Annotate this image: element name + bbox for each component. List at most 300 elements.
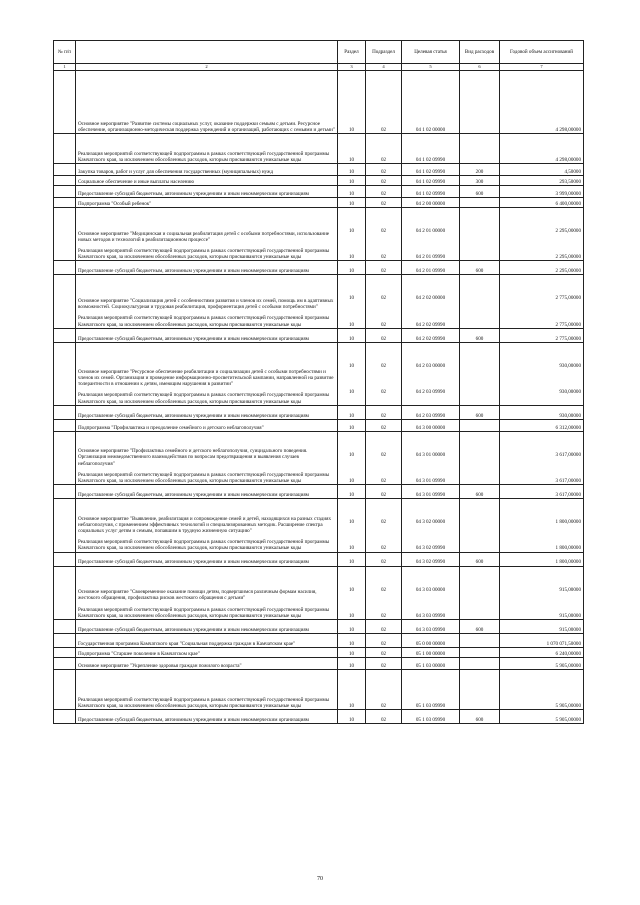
razdel-cell bbox=[338, 405, 366, 419]
row-name-cell bbox=[76, 405, 338, 419]
vid-cell bbox=[460, 648, 500, 658]
row-name-cell bbox=[76, 710, 338, 724]
row-name-cell bbox=[76, 342, 338, 405]
row-number-cell bbox=[54, 342, 76, 405]
podrazdel-value: 02 bbox=[380, 492, 387, 499]
header-podrazdel: Подраздел bbox=[366, 41, 402, 64]
podrazdel-value: 02 bbox=[380, 519, 387, 526]
row-name-cell bbox=[76, 164, 338, 176]
razdel-value: 10 bbox=[348, 519, 355, 526]
statya-value: 04 1 02 09990 bbox=[415, 190, 446, 197]
vid-cell bbox=[460, 658, 500, 670]
razdel-cell bbox=[338, 134, 366, 164]
table-row bbox=[54, 648, 584, 658]
amount-cell bbox=[500, 670, 584, 710]
row-number-cell bbox=[54, 198, 76, 208]
table-row bbox=[54, 164, 584, 176]
row-name-cell bbox=[76, 620, 338, 634]
statya-cell bbox=[402, 499, 460, 552]
razdel-cell bbox=[338, 658, 366, 670]
razdel-value: 10 bbox=[348, 626, 355, 633]
statya-cell bbox=[402, 198, 460, 208]
razdel-cell bbox=[338, 164, 366, 176]
vid-cell bbox=[460, 634, 500, 648]
statya-value: 04 3 01 00000 bbox=[415, 451, 446, 458]
row-name-text: Предоставление субсидий бюджетным, автономным учреждениям и иным некоммерческим организациям bbox=[78, 492, 309, 499]
podrazdel-cell bbox=[366, 431, 402, 484]
table-row bbox=[54, 566, 584, 619]
podrazdel-cell bbox=[366, 566, 402, 619]
podrazdel-value: 02 bbox=[380, 702, 387, 709]
podrazdel-value: 02 bbox=[380, 662, 387, 669]
table-row bbox=[54, 552, 584, 566]
razdel-cell bbox=[338, 419, 366, 431]
statya-cell bbox=[402, 134, 460, 164]
podrazdel-cell bbox=[366, 648, 402, 658]
row-name-text: Реализация мероприятий соответствующей подпрограммы в рамках соответствующей государственной программы Камчатского края, за исключением обособленных расходов, которым присваиваются уникальные коды bbox=[78, 606, 330, 619]
column-number: 2 bbox=[76, 64, 338, 71]
row-number-cell bbox=[54, 710, 76, 724]
row-name-text: Основное мероприятие "Профилактика семейного и детского неблагополучия, суицидального поведения. Организация межведомственного взаимодействия по вопросам предотвращения и выявления случаев неблагополучия" bbox=[78, 448, 308, 467]
page-number: 70 bbox=[317, 876, 323, 882]
header-razdel: Раздел bbox=[338, 41, 366, 64]
statya-cell bbox=[402, 71, 460, 134]
podrazdel-cell bbox=[366, 208, 402, 261]
statya-value: 04 1 02 09990 bbox=[415, 156, 446, 163]
vid-value: 600 bbox=[475, 412, 484, 419]
razdel-cell bbox=[338, 710, 366, 724]
statya-value: 04 2 01 09990 bbox=[415, 268, 446, 275]
row-name-text: Реализация мероприятий соответствующей подпрограммы в рамках соответствующей государственной программы Камчатского края, за исключением обособленных расходов, которым присваиваются уникальные коды bbox=[78, 539, 330, 552]
podrazdel-cell bbox=[366, 658, 402, 670]
row-name-cell bbox=[76, 328, 338, 342]
vid-cell bbox=[460, 499, 500, 552]
statya-cell bbox=[402, 405, 460, 419]
vid-value: 600 bbox=[475, 626, 484, 633]
vid-cell bbox=[460, 176, 500, 186]
row-name-text: Закупка товаров, работ и услуг для обеспечения государственных (муниципальных) нужд bbox=[78, 168, 274, 175]
podrazdel-cell bbox=[366, 620, 402, 634]
amount-value: 3 617,00000 bbox=[555, 492, 581, 499]
statya-value: 04 2 03 09990 bbox=[415, 412, 446, 419]
row-number-cell bbox=[54, 134, 76, 164]
row-name-text: Подпрограмма "Особый ребенок" bbox=[78, 200, 152, 207]
row-number-cell bbox=[54, 499, 76, 552]
razdel-cell bbox=[338, 186, 366, 198]
row-name-cell bbox=[76, 648, 338, 658]
podrazdel-cell bbox=[366, 419, 402, 431]
row-name-text: Основное мероприятие "Развитие системы социальных услуг, оказание поддержки семьям с детьми. Ресурсное обеспечение, организационно-методическая поддержка учреждений и организаций, работающих с семьями и детьми" bbox=[78, 120, 335, 133]
podrazdel-value: 02 bbox=[380, 335, 387, 342]
table-row bbox=[54, 71, 584, 134]
statya-value: 04 1 02 09990 bbox=[415, 178, 446, 185]
podrazdel-value: 02 bbox=[380, 626, 387, 633]
amount-cell bbox=[500, 419, 584, 431]
vid-cell bbox=[460, 164, 500, 176]
razdel-value: 10 bbox=[348, 200, 355, 207]
row-name-text: Реализация мероприятий соответствующей подпрограммы в рамках соответствующей государственной программы Камчатского края, за исключением обособленных расходов, которым присваиваются уникальные коды bbox=[78, 315, 330, 328]
row-number-cell bbox=[54, 164, 76, 176]
podrazdel-cell bbox=[366, 342, 402, 405]
podrazdel-value: 02 bbox=[380, 650, 387, 657]
row-name-text: Предоставление субсидий бюджетным, автономным учреждениям и иным некоммерческим организациям bbox=[78, 268, 309, 275]
row-number-cell bbox=[54, 405, 76, 419]
row-name-cell bbox=[76, 134, 338, 164]
row-name-cell bbox=[76, 552, 338, 566]
statya-value: 04 2 01 09990 bbox=[415, 254, 446, 261]
statya-value: 04 2 03 00000 bbox=[415, 362, 446, 369]
statya-value: 04 3 03 09990 bbox=[415, 612, 446, 619]
amount-value: 1 070 071,50000 bbox=[546, 640, 581, 647]
amount-cell bbox=[500, 198, 584, 208]
razdel-cell bbox=[338, 552, 366, 566]
vid-cell bbox=[460, 208, 500, 261]
razdel-cell bbox=[338, 275, 366, 328]
amount-value: 5 905,00000 bbox=[555, 662, 581, 669]
razdel-cell bbox=[338, 499, 366, 552]
statya-cell bbox=[402, 431, 460, 484]
podrazdel-value: 02 bbox=[380, 268, 387, 275]
podrazdel-cell bbox=[366, 134, 402, 164]
razdel-cell bbox=[338, 198, 366, 208]
row-number-cell bbox=[54, 419, 76, 431]
statya-value: 04 3 01 09990 bbox=[415, 478, 446, 485]
statya-value: 04 2 02 09990 bbox=[415, 335, 446, 342]
row-name-text: Основное мероприятие "Медицинская и социальная реабилитация детей с особыми потребностями, использование новых методов и технологий в реабилитационном процессе" bbox=[78, 230, 330, 243]
statya-value: 04 2 00 00000 bbox=[415, 200, 446, 207]
row-name-text: Реализация мероприятий соответствующей подпрограммы в рамках соответствующей государственной программы Камчатского края, за исключением обособленных расходов, которым присваиваются уникальные коды bbox=[78, 248, 330, 261]
razdel-value: 10 bbox=[348, 412, 355, 419]
statya-value: 04 3 02 09990 bbox=[415, 545, 446, 552]
table-row bbox=[54, 186, 584, 198]
vid-cell bbox=[460, 670, 500, 710]
razdel-value: 10 bbox=[348, 254, 355, 261]
statya-cell bbox=[402, 419, 460, 431]
statya-cell bbox=[402, 552, 460, 566]
razdel-value: 10 bbox=[348, 335, 355, 342]
statya-cell bbox=[402, 328, 460, 342]
column-number: 5 bbox=[402, 64, 460, 71]
amount-cell bbox=[500, 275, 584, 328]
row-name-text: Основное мероприятие "Выявление, реабилитация и сопровождение семей и детей, находящихся на разных стадиях неблагополучия, с применением эффективных технологий и специализированных методик. Расширение спектра социальных услуг детям и семьям, попавшим в трудную жизненную ситуацию" bbox=[78, 515, 331, 535]
amount-cell bbox=[500, 261, 584, 275]
vid-value: 600 bbox=[475, 492, 484, 499]
statya-cell bbox=[402, 566, 460, 619]
row-name-text: Подпрограмма "Профилактика и преодоление семейного и детского неблагополучия" bbox=[78, 424, 264, 431]
podrazdel-value: 02 bbox=[380, 545, 387, 552]
vid-cell bbox=[460, 566, 500, 619]
row-number-cell bbox=[54, 658, 76, 670]
amount-cell bbox=[500, 342, 584, 405]
podrazdel-cell bbox=[366, 164, 402, 176]
razdel-value: 10 bbox=[348, 362, 355, 369]
row-number-cell bbox=[54, 634, 76, 648]
amount-cell bbox=[500, 710, 584, 724]
razdel-value: 10 bbox=[348, 650, 355, 657]
statya-cell bbox=[402, 164, 460, 176]
row-name-cell bbox=[76, 566, 338, 619]
razdel-cell bbox=[338, 431, 366, 484]
row-number-cell bbox=[54, 328, 76, 342]
table-row bbox=[54, 710, 584, 724]
razdel-value: 10 bbox=[348, 492, 355, 499]
razdel-cell bbox=[338, 485, 366, 499]
column-number: 1 bbox=[54, 64, 76, 71]
table-row bbox=[54, 208, 584, 261]
row-name-cell bbox=[76, 419, 338, 431]
statya-cell bbox=[402, 648, 460, 658]
row-name-text: Предоставление субсидий бюджетным, автономным учреждениям и иным некоммерческим организациям bbox=[78, 335, 309, 342]
amount-cell bbox=[500, 164, 584, 176]
statya-value: 04 2 01 00000 bbox=[415, 228, 446, 234]
table-row bbox=[54, 634, 584, 648]
vid-cell bbox=[460, 620, 500, 634]
podrazdel-cell bbox=[366, 634, 402, 648]
row-name-cell bbox=[76, 499, 338, 552]
row-name-text: Предоставление субсидий бюджетным, автономным учреждениям и иным некоммерческим организациям bbox=[78, 412, 309, 419]
podrazdel-value: 02 bbox=[380, 126, 387, 133]
table-row bbox=[54, 328, 584, 342]
podrazdel-cell bbox=[366, 405, 402, 419]
column-number: 7 bbox=[500, 64, 584, 71]
amount-value: 6 312,00000 bbox=[555, 424, 581, 431]
podrazdel-cell bbox=[366, 198, 402, 208]
table-row bbox=[54, 134, 584, 164]
statya-cell bbox=[402, 342, 460, 405]
podrazdel-cell bbox=[366, 176, 402, 186]
podrazdel-cell bbox=[366, 275, 402, 328]
amount-value: 2 295,00000 bbox=[555, 254, 581, 261]
amount-cell bbox=[500, 71, 584, 134]
vid-cell bbox=[460, 552, 500, 566]
vid-cell bbox=[460, 198, 500, 208]
row-name-text: Реализация мероприятий соответствующей подпрограммы в рамках соответствующей государственной программы Камчатского края, за исключением обособленных расходов, которым присваиваются уникальные коды bbox=[78, 392, 330, 405]
vid-cell bbox=[460, 485, 500, 499]
podrazdel-value: 02 bbox=[380, 190, 387, 197]
amount-value: 915,00000 bbox=[559, 586, 581, 593]
amount-value: 293,50000 bbox=[559, 178, 581, 185]
row-name-text: Государственная программа Камчатского края "Социальная поддержка граждан в Камчатском крае" bbox=[78, 640, 296, 647]
razdel-cell bbox=[338, 566, 366, 619]
vid-cell bbox=[460, 261, 500, 275]
column-number-row bbox=[54, 64, 584, 71]
row-name-cell bbox=[76, 658, 338, 670]
razdel-value: 10 bbox=[348, 178, 355, 185]
amount-cell bbox=[500, 620, 584, 634]
razdel-cell bbox=[338, 620, 366, 634]
row-name-text: Основное мероприятие "Ресурсное обеспечение реабилитации и социализации детей с особыми потребностями и членов их семей. Организация и проведение информационно-просветительской кампании, направленной на развитие толерантности в отношении к детям, имеющим нарушения в развитии" bbox=[78, 368, 334, 388]
statya-cell bbox=[402, 208, 460, 261]
statya-cell bbox=[402, 620, 460, 634]
statya-value: 04 3 01 09990 bbox=[415, 492, 446, 499]
razdel-value: 10 bbox=[348, 156, 355, 163]
header-amount: Годовой объем ассигнований bbox=[500, 41, 584, 64]
vid-value: 200 bbox=[475, 168, 484, 175]
razdel-value: 10 bbox=[348, 190, 355, 197]
podrazdel-cell bbox=[366, 328, 402, 342]
row-name-cell bbox=[76, 71, 338, 134]
razdel-cell bbox=[338, 342, 366, 405]
vid-cell bbox=[460, 134, 500, 164]
table-row bbox=[54, 176, 584, 186]
amount-cell bbox=[500, 186, 584, 198]
statya-value: 04 2 02 00000 bbox=[415, 295, 446, 302]
razdel-value: 10 bbox=[348, 716, 355, 723]
statya-value: 04 3 02 00000 bbox=[415, 519, 446, 526]
vid-cell bbox=[460, 71, 500, 134]
row-name-cell bbox=[76, 186, 338, 198]
amount-cell bbox=[500, 634, 584, 648]
statya-value: 04 1 02 00000 bbox=[415, 126, 446, 133]
statya-cell bbox=[402, 176, 460, 186]
table-row bbox=[54, 198, 584, 208]
podrazdel-value: 02 bbox=[380, 156, 387, 163]
amount-value: 1 800,00000 bbox=[555, 545, 581, 552]
razdel-value: 10 bbox=[348, 451, 355, 458]
podrazdel-value: 02 bbox=[380, 412, 387, 419]
podrazdel-cell bbox=[366, 485, 402, 499]
razdel-cell bbox=[338, 208, 366, 261]
podrazdel-cell bbox=[366, 261, 402, 275]
table-row bbox=[54, 342, 584, 405]
statya-cell bbox=[402, 658, 460, 670]
vid-value: 600 bbox=[475, 190, 484, 197]
podrazdel-cell bbox=[366, 710, 402, 724]
statya-cell bbox=[402, 186, 460, 198]
budget-table bbox=[53, 40, 584, 724]
podrazdel-cell bbox=[366, 552, 402, 566]
vid-cell bbox=[460, 186, 500, 198]
row-number-cell bbox=[54, 431, 76, 484]
row-number-cell bbox=[54, 176, 76, 186]
podrazdel-value: 02 bbox=[380, 228, 387, 234]
razdel-value: 10 bbox=[348, 268, 355, 275]
row-name-cell bbox=[76, 485, 338, 499]
row-name-text: Реализация мероприятий соответствующей подпрограммы в рамках соответствующей государственной программы Камчатского края, за исключением обособленных расходов, которым присваиваются уникальные коды bbox=[78, 696, 330, 709]
header-name bbox=[76, 41, 338, 64]
podrazdel-value: 02 bbox=[380, 254, 387, 261]
statya-cell bbox=[402, 485, 460, 499]
razdel-value: 10 bbox=[348, 545, 355, 552]
vid-cell bbox=[460, 328, 500, 342]
header-statya: Целевая статья bbox=[402, 41, 460, 64]
statya-value: 05 1 03 09990 bbox=[415, 702, 446, 709]
vid-value: 600 bbox=[475, 268, 484, 275]
amount-value: 915,00000 bbox=[559, 626, 581, 633]
table-row bbox=[54, 431, 584, 484]
amount-value: 2 295,00000 bbox=[555, 228, 581, 234]
amount-value: 3 999,00000 bbox=[555, 190, 581, 197]
header-vid: Вид расходов bbox=[460, 41, 500, 64]
row-number-cell bbox=[54, 261, 76, 275]
statya-cell bbox=[402, 710, 460, 724]
vid-cell bbox=[460, 710, 500, 724]
statya-cell bbox=[402, 634, 460, 648]
row-number-cell bbox=[54, 552, 76, 566]
amount-value: 930,00000 bbox=[559, 389, 581, 396]
podrazdel-value: 02 bbox=[380, 640, 387, 647]
table-row bbox=[54, 485, 584, 499]
razdel-cell bbox=[338, 670, 366, 710]
amount-value: 930,00000 bbox=[559, 412, 581, 419]
razdel-value: 10 bbox=[348, 424, 355, 431]
row-name-text: Предоставление субсидий бюджетным, автономным учреждениям и иным некоммерческим организациям bbox=[78, 626, 309, 633]
row-name-text: Предоставление субсидий бюджетным, автономным учреждениям и иным некоммерческим организациям bbox=[78, 716, 309, 723]
row-number-cell bbox=[54, 620, 76, 634]
razdel-value: 10 bbox=[348, 228, 355, 234]
podrazdel-cell bbox=[366, 186, 402, 198]
table-body bbox=[54, 71, 584, 724]
podrazdel-cell bbox=[366, 670, 402, 710]
amount-value: 5 905,00000 bbox=[555, 702, 581, 709]
table-row bbox=[54, 620, 584, 634]
statya-value: 04 2 03 09990 bbox=[415, 389, 446, 396]
amount-cell bbox=[500, 552, 584, 566]
statya-value: 05 0 00 00000 bbox=[415, 640, 446, 647]
amount-value: 915,00000 bbox=[559, 612, 581, 619]
amount-value: 3 617,00000 bbox=[555, 451, 581, 458]
vid-cell bbox=[460, 275, 500, 328]
statya-value: 05 1 03 09990 bbox=[415, 716, 446, 723]
table-row bbox=[54, 405, 584, 419]
amount-cell bbox=[500, 208, 584, 261]
amount-value: 2 775,00000 bbox=[555, 335, 581, 342]
razdel-value: 10 bbox=[348, 559, 355, 566]
column-number: 3 bbox=[338, 64, 366, 71]
podrazdel-value: 02 bbox=[380, 389, 387, 396]
row-number-cell bbox=[54, 566, 76, 619]
amount-cell bbox=[500, 499, 584, 552]
razdel-value: 10 bbox=[348, 612, 355, 619]
column-number: 6 bbox=[460, 64, 500, 71]
razdel-value: 10 bbox=[348, 702, 355, 709]
amount-value: 2 775,00000 bbox=[555, 321, 581, 328]
amount-value: 6 400,00000 bbox=[555, 200, 581, 207]
amount-value: 4,50000 bbox=[564, 168, 581, 175]
table-row bbox=[54, 670, 584, 710]
row-name-text: Реализация мероприятий соответствующей подпрограммы в рамках соответствующей государственной программы Камчатского края, за исключением обособленных расходов, которым присваиваются уникальные коды bbox=[78, 471, 330, 485]
row-name-text: Основное мероприятие "Своевременное оказание помощи детям, подвергшимся различным формам насилия, жестокого обращения, профилактика рисков жестокого обращения с детьми" bbox=[78, 589, 317, 602]
row-name-text: Социальное обеспечение и иные выплаты населению bbox=[78, 178, 195, 185]
podrazdel-value: 02 bbox=[380, 586, 387, 593]
amount-cell bbox=[500, 176, 584, 186]
vid-value: 300 bbox=[475, 178, 484, 185]
amount-value: 4 298,00000 bbox=[555, 126, 581, 133]
statya-value: 04 3 03 00000 bbox=[415, 586, 446, 593]
statya-cell bbox=[402, 261, 460, 275]
podrazdel-value: 02 bbox=[380, 362, 387, 369]
razdel-cell bbox=[338, 328, 366, 342]
podrazdel-value: 02 bbox=[380, 559, 387, 566]
statya-value: 04 3 03 09990 bbox=[415, 626, 446, 633]
table-row bbox=[54, 275, 584, 328]
razdel-value: 10 bbox=[348, 168, 355, 175]
amount-value: 2 775,00000 bbox=[555, 295, 581, 302]
row-name-text: Подпрограмма "Старшее поколение в Камчатском крае" bbox=[78, 650, 200, 657]
razdel-value: 10 bbox=[348, 126, 355, 133]
podrazdel-cell bbox=[366, 499, 402, 552]
statya-cell bbox=[402, 670, 460, 710]
podrazdel-value: 02 bbox=[380, 168, 387, 175]
podrazdel-value: 02 bbox=[380, 295, 387, 302]
table-header bbox=[54, 41, 584, 71]
podrazdel-value: 02 bbox=[380, 451, 387, 458]
razdel-cell bbox=[338, 261, 366, 275]
vid-cell bbox=[460, 419, 500, 431]
vid-cell bbox=[460, 342, 500, 405]
amount-cell bbox=[500, 405, 584, 419]
table-row bbox=[54, 499, 584, 552]
